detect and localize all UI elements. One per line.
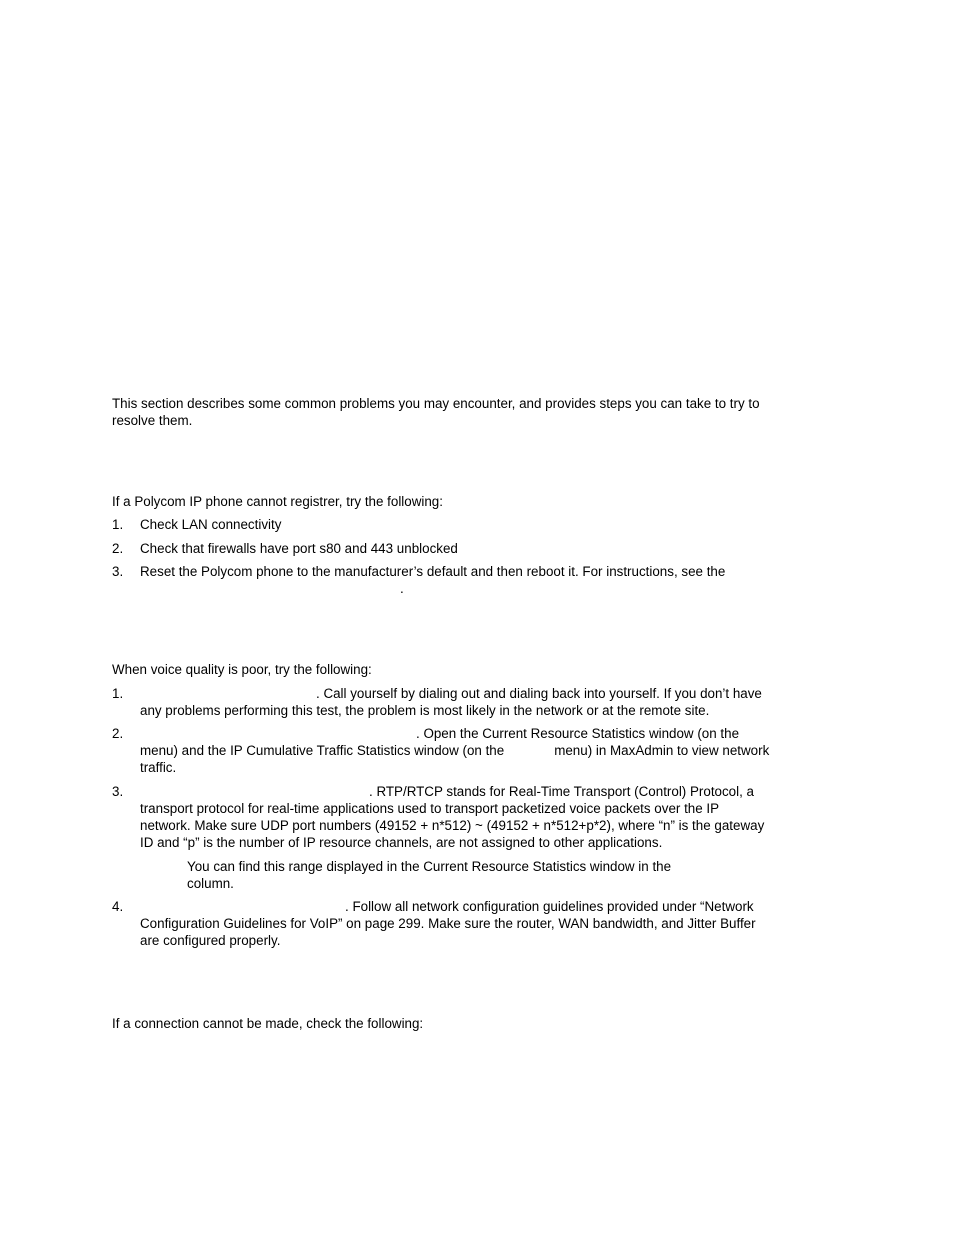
note-line-1: You can find this range displayed in the Current Resource Statistics window in the (187, 859, 672, 874)
list-item-line-2a: menu) and the IP Cumulative Traffic Statistics window (on the (140, 743, 505, 758)
list-item-line-2 (140, 742, 792, 759)
list-item-line-3: are configured properly. (140, 933, 281, 948)
list-number: 4. (112, 899, 124, 914)
list-number: 2. (112, 541, 124, 556)
list-number: 1. (112, 686, 124, 701)
list-item-body (140, 725, 792, 776)
list-item-line-2: . (400, 581, 404, 596)
list-item-line-3: traffic. (140, 760, 177, 775)
list-item-text: Check LAN connectivity (140, 517, 282, 532)
list-item-line-1: . RTP/RTCP stands for Real-Time Transport (Control) Protocol, a (369, 784, 754, 799)
note-block (187, 858, 787, 892)
list-item-line-1: . Open the Current Resource Statistics window (on the (416, 726, 740, 741)
list-number: 2. (112, 726, 124, 741)
intro-line-1: This section describes some common problems you may encounter, and provides steps you can take to try to (112, 396, 760, 411)
list-item-body (140, 898, 792, 949)
list-number: 3. (112, 784, 124, 799)
list-item-line-4: ID and “p” is the number of IP resource channels, are not assigned to other applications. (140, 835, 663, 850)
note-line-2: column. (187, 876, 234, 891)
registration-lead: If a Polycom IP phone cannot registrer, try the following: (112, 494, 443, 509)
list-item-body (140, 563, 792, 597)
list-item-line-2: Configuration Guidelines for VoIP” on page 299. Make sure the router, WAN bandwidth, and Jitter Buffer (140, 916, 756, 931)
list-item-body (140, 685, 792, 719)
list-item-line-3: network. Make sure UDP port numbers (49152 + n*512) ~ (49152 + n*512+p*2), where “n” is the gateway (140, 818, 765, 833)
list-item-line-2: transport protocol for real-time applications used to transport packetized voice packets over the IP (140, 801, 720, 816)
intro-line-2: resolve them. (112, 413, 193, 428)
list-item-line-2b: menu) in MaxAdmin to view network (554, 743, 770, 758)
list-number: 1. (112, 517, 124, 532)
intro-paragraph (112, 395, 792, 429)
list-number: 3. (112, 564, 124, 579)
list-item-line-1: . Call yourself by dialing out and dialing back into yourself. If you don’t have (316, 686, 762, 701)
list-item-line-1: . Follow all network configuration guidelines provided under “Network (345, 899, 754, 914)
list-item-body (140, 783, 792, 851)
list-item-text: Check that firewalls have port s80 and 443 unblocked (140, 541, 458, 556)
list-item-line-2: any problems performing this test, the problem is most likely in the network or at the remote site. (140, 703, 710, 718)
list-item-line-1: Reset the Polycom phone to the manufacturer’s default and then reboot it. For instructions, see the (140, 564, 726, 579)
connection-lead: If a connection cannot be made, check the following: (112, 1016, 424, 1031)
voice-quality-lead: When voice quality is poor, try the following: (112, 662, 372, 677)
